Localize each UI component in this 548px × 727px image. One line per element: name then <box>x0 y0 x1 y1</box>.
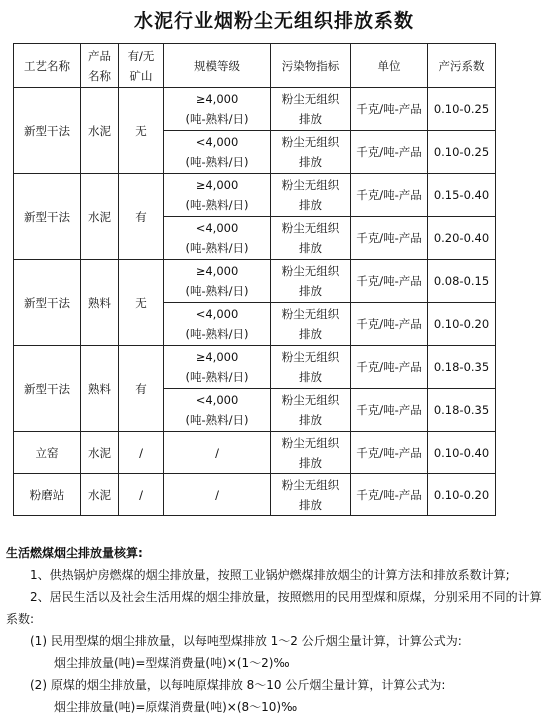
emission-coefficient-table <box>13 43 496 516</box>
paragraph-residential-coal: 2、居民生活以及社会生活用煤的烟尘排放量，按照燃用的民用型煤和原煤，分别采用不同的计算系数: <box>6 590 542 626</box>
formula-raw-coal: 烟尘排放量(吨)=原煤消费量(吨)×(8～10)‰ <box>54 700 298 714</box>
cell-scale: / <box>164 474 271 516</box>
domestic-coal-section <box>6 542 542 718</box>
cell-coefficient: 0.18-0.35 <box>428 346 496 389</box>
cell-coefficient: 0.10-0.25 <box>428 88 496 131</box>
cell-coefficient: 0.10-0.25 <box>428 131 496 174</box>
cell-coefficient: 0.08-0.15 <box>428 260 496 303</box>
cell-unit: 千克/吨-产品 <box>351 131 428 174</box>
header-product: 产品 名称 <box>81 44 119 88</box>
cell-scale: <4,000 (吨-熟料/日) <box>164 131 271 174</box>
header-mine: 有/无 矿山 <box>119 44 164 88</box>
cell-unit: 千克/吨-产品 <box>351 432 428 474</box>
cell-pollutant: 粉尘无组织 排放 <box>271 303 351 346</box>
cell-process: 新型干法 <box>14 346 81 432</box>
cell-pollutant: 粉尘无组织 排放 <box>271 474 351 516</box>
cell-product: 水泥 <box>81 174 119 260</box>
cell-pollutant: 粉尘无组织 排放 <box>271 131 351 174</box>
cell-unit: 千克/吨-产品 <box>351 174 428 217</box>
cell-unit: 千克/吨-产品 <box>351 303 428 346</box>
cell-unit: 千克/吨-产品 <box>351 474 428 516</box>
cell-pollutant: 粉尘无组织 排放 <box>271 217 351 260</box>
cell-coefficient: 0.10-0.20 <box>428 303 496 346</box>
cell-pollutant: 粉尘无组织 排放 <box>271 389 351 432</box>
cell-coefficient: 0.15-0.40 <box>428 174 496 217</box>
cell-mine: 有 <box>119 174 164 260</box>
cell-process: 新型干法 <box>14 174 81 260</box>
cell-unit: 千克/吨-产品 <box>351 389 428 432</box>
table-row <box>14 174 496 217</box>
header-coefficient: 产污系数 <box>428 44 496 88</box>
cell-scale: ≥4,000 (吨-熟料/日) <box>164 260 271 303</box>
cell-scale: <4,000 (吨-熟料/日) <box>164 389 271 432</box>
header-scale: 规模等级 <box>164 44 271 88</box>
cell-coefficient: 0.20-0.40 <box>428 217 496 260</box>
cell-product: 熟料 <box>81 260 119 346</box>
cell-process: 新型干法 <box>14 260 81 346</box>
table-row <box>14 88 496 131</box>
cell-pollutant: 粉尘无组织 排放 <box>271 346 351 389</box>
cell-coefficient: 0.10-0.40 <box>428 432 496 474</box>
cell-scale: <4,000 (吨-熟料/日) <box>164 303 271 346</box>
table-row <box>14 260 496 303</box>
cell-scale: ≥4,000 (吨-熟料/日) <box>164 346 271 389</box>
table-row <box>14 346 496 389</box>
formula-briquette: 烟尘排放量(吨)=型煤消费量(吨)×(1～2)‰ <box>54 656 290 670</box>
page-title: 水泥行业烟粉尘无组织排放系数 <box>133 10 414 32</box>
cell-unit: 千克/吨-产品 <box>351 88 428 131</box>
cell-unit: 千克/吨-产品 <box>351 346 428 389</box>
cell-scale: ≥4,000 (吨-熟料/日) <box>164 88 271 131</box>
cell-scale: / <box>164 432 271 474</box>
paragraph-raw-coal: (2) 原煤的烟尘排放量，以每吨原煤排放 8～10 公斤烟尘量计算，计算公式为: <box>30 678 446 692</box>
cell-scale: <4,000 (吨-熟料/日) <box>164 217 271 260</box>
table-header-row <box>14 44 496 88</box>
cell-pollutant: 粉尘无组织 排放 <box>271 88 351 131</box>
cell-process: 粉磨站 <box>14 474 81 516</box>
header-unit: 单位 <box>351 44 428 88</box>
cell-product: 水泥 <box>81 88 119 174</box>
header-pollutant: 污染物指标 <box>271 44 351 88</box>
section-heading: 生活燃煤烟尘排放量核算: <box>6 546 143 560</box>
cell-scale: ≥4,000 (吨-熟料/日) <box>164 174 271 217</box>
cell-unit: 千克/吨-产品 <box>351 217 428 260</box>
cell-product: 水泥 <box>81 432 119 474</box>
cell-mine: 有 <box>119 346 164 432</box>
paragraph-briquette: (1) 民用型煤的烟尘排放量，以每吨型煤排放 1～2 公斤烟尘量计算，计算公式为: <box>30 634 462 648</box>
cell-mine: 无 <box>119 260 164 346</box>
cell-coefficient: 0.18-0.35 <box>428 389 496 432</box>
cell-process: 新型干法 <box>14 88 81 174</box>
cell-product: 熟料 <box>81 346 119 432</box>
cell-coefficient: 0.10-0.20 <box>428 474 496 516</box>
header-process: 工艺名称 <box>14 44 81 88</box>
cell-mine: / <box>119 474 164 516</box>
table-row <box>14 474 496 516</box>
cell-mine: / <box>119 432 164 474</box>
cell-process: 立窑 <box>14 432 81 474</box>
cell-mine: 无 <box>119 88 164 174</box>
cell-product: 水泥 <box>81 474 119 516</box>
table-row <box>14 432 496 474</box>
cell-pollutant: 粉尘无组织 排放 <box>271 260 351 303</box>
cell-unit: 千克/吨-产品 <box>351 260 428 303</box>
cell-pollutant: 粉尘无组织 排放 <box>271 432 351 474</box>
cell-pollutant: 粉尘无组织 排放 <box>271 174 351 217</box>
paragraph-heating-boiler: 1、供热锅炉房燃煤的烟尘排放量，按照工业锅炉燃煤排放烟尘的计算方法和排放系数计算; <box>30 568 510 582</box>
